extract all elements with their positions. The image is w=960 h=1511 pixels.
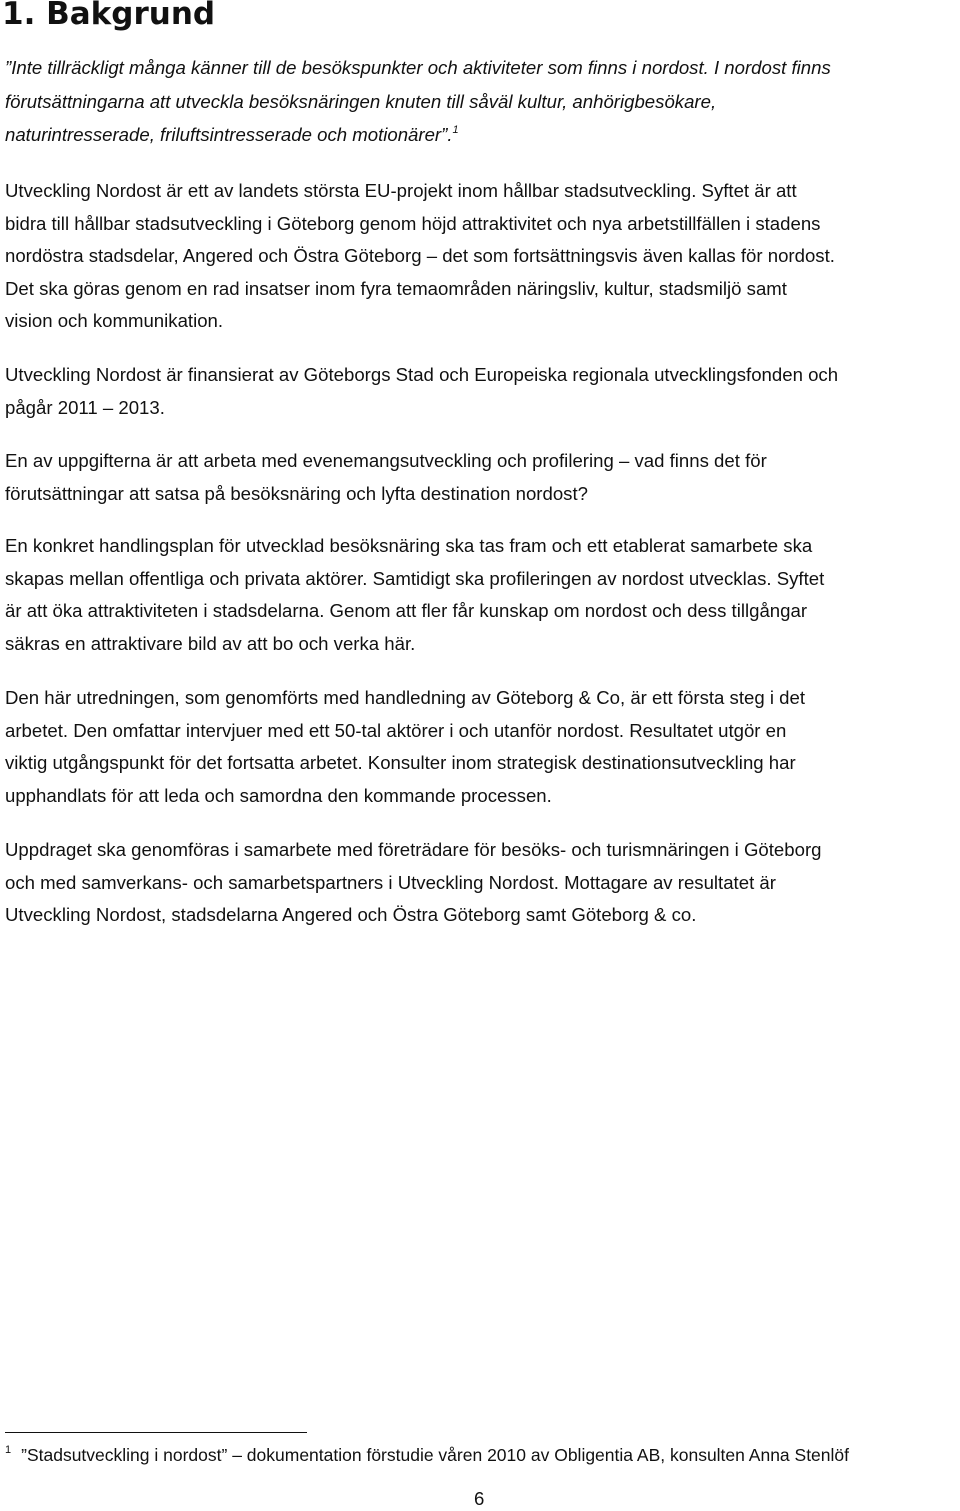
- page-number: 6: [474, 1488, 485, 1509]
- paragraph-line: skapas mellan offentliga och privata aktörer. Samtidigt ska profileringen av nordost utvecklas. Syftet: [5, 567, 825, 589]
- footnote-mark: 1: [5, 1444, 12, 1456]
- quote-line-text: naturintresserade, friluftsintresserade och motionärer”.: [5, 124, 453, 145]
- quote-line: ”Inte tillräckligt många känner till de besökspunkter och aktiviteter som finns i nordost. I nordost finns: [5, 57, 831, 78]
- paragraph-project: [5, 175, 957, 338]
- paragraph-task: [5, 445, 957, 510]
- section-heading: 1. Bakgrund: [2, 0, 216, 32]
- footnote: [5, 1440, 849, 1470]
- paragraph-line: bidra till hållbar stadsutveckling i Göteborg genom höjd attraktivitet och nya arbetstillfällen i stadens: [5, 212, 821, 234]
- paragraph-line: En av uppgifterna är att arbeta med evenemangsutveckling och profilering – vad finns det för: [5, 450, 767, 471]
- paragraph-line: En konkret handlingsplan för utvecklad besöksnäring ska tas fram och ett etablerat samarbete ska: [5, 535, 813, 556]
- paragraph-action-plan: [5, 530, 957, 660]
- paragraph-line: och med samverkans- och samarbetspartners i Utveckling Nordost. Mottagare av resultatet är: [5, 871, 776, 893]
- paragraph-line: vision och kommunikation.: [5, 310, 224, 331]
- paragraph-line: nordöstra stadsdelar, Angered och Östra Göteborg – det som fortsättningsvis även kallas för nordost.: [5, 245, 835, 266]
- paragraph-line: arbetet. Den omfattar intervjuer med ett 50-tal aktörer i och utanför nordost. Resultatet utgör en: [5, 719, 787, 741]
- quote-line: förutsättningarna att utveckla besöksnäringen knuten till såväl kultur, anhörigbesökare,: [5, 90, 717, 112]
- paragraph-investigation: [5, 682, 957, 812]
- paragraph-line: förutsättningar att satsa på besöksnäring och lyfta destination nordost?: [5, 482, 588, 504]
- quote-line-last: [5, 118, 957, 152]
- paragraph-line: är att öka attraktiviteten i stadsdelarna. Genom att fler får kunskap om nordost och dess tillgångar: [5, 600, 808, 621]
- paragraph-assignment: [5, 834, 957, 932]
- paragraph-line: Utveckling Nordost är ett av landets största EU-projekt inom hållbar stadsutveckling. Syftet är att: [5, 180, 797, 201]
- intro-quote: [5, 51, 957, 152]
- paragraph-line: pågår 2011 – 2013.: [5, 396, 165, 418]
- paragraph-line: viktig utgångspunkt för det fortsatta arbetet. Konsulter inom strategisk destinationsutveckling har: [5, 752, 796, 773]
- footnote-text: ”Stadsutveckling i nordost” – dokumentation förstudie våren 2010 av Obligentia AB, konsulten Anna Stenlöf: [21, 1445, 849, 1465]
- paragraph-line: Uppdraget ska genomföras i samarbete med företrädare för besöks- och turismnäringen i Göteborg: [5, 839, 822, 860]
- paragraph-line: Utveckling Nordost, stadsdelarna Angered och Östra Göteborg samt Göteborg & co.: [5, 904, 697, 925]
- paragraph-line: Det ska göras genom en rad insatser inom fyra temaområden näringsliv, kultur, stadsmiljö samt: [5, 277, 787, 299]
- paragraph-line: Utveckling Nordost är finansierat av Göteborgs Stad och Europeiska regionala utvecklingsfonden och: [5, 364, 839, 385]
- footnote-reference[interactable]: 1: [452, 124, 459, 136]
- paragraph-line: Den här utredningen, som genomförts med handledning av Göteborg & Co, är ett första steg i det: [5, 687, 805, 708]
- footnote-divider: [5, 1432, 307, 1433]
- paragraph-funding: [5, 359, 957, 424]
- paragraph-line: upphandlats för att leda och samordna den kommande processen.: [5, 784, 552, 806]
- paragraph-line: säkras en attraktivare bild av att bo och verka här.: [5, 632, 416, 654]
